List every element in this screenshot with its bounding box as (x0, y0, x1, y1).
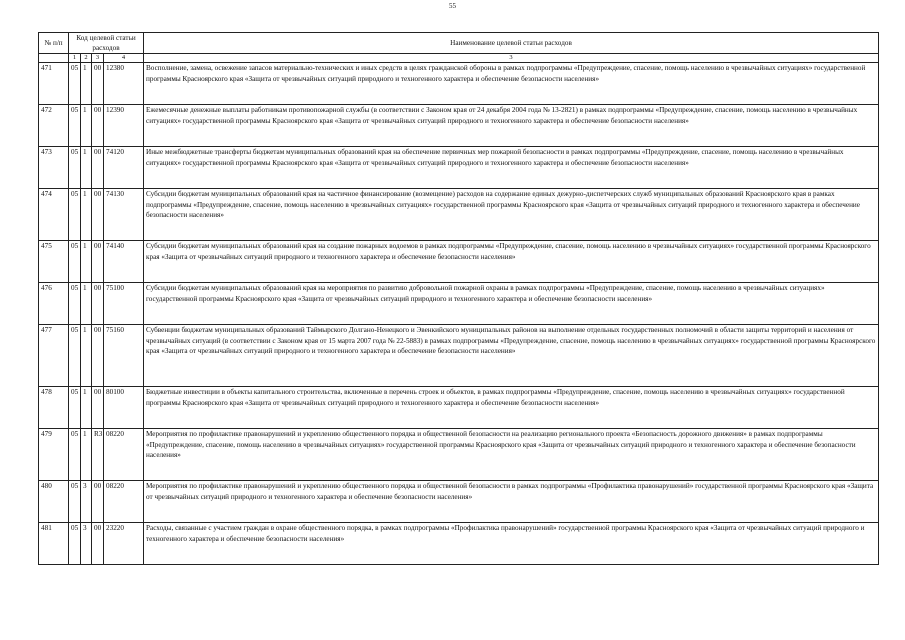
header-sub-2: 2 (81, 54, 92, 63)
code-part-4: 75160 (104, 325, 144, 387)
code-part-3: 00 (92, 523, 104, 565)
code-part-4: 74140 (104, 241, 144, 283)
row-number: 476 (39, 283, 69, 325)
row-number: 478 (39, 387, 69, 429)
code-part-1: 05 (69, 429, 81, 481)
expense-name: Мероприятия по профилактике правонарушений и укреплению общественного порядка и общественной безопасности в рамках подпрограммы «Профилактика правонарушений» государственной программы Красноярского края «Защита от чрезвычайных ситуаций природного и техногенного характера и обеспечение безопасности населения» (144, 481, 879, 523)
table-row (39, 63, 879, 105)
expense-name: Мероприятия по профилактике правонарушений и укреплению общественного порядка и общественной безопасности на реализацию регионального проекта «Безопасность дорожного движения» в рамках подпрограммы «Предупреждение, спасение, помощь населению в чрезвычайных ситуациях» государственной программы Красноярского края «Защита от чрезвычайных ситуаций природного и техногенного характера и обеспечение безопасности населения» (144, 429, 879, 481)
row-number: 474 (39, 189, 69, 241)
code-part-2: 1 (81, 325, 92, 387)
code-part-1: 05 (69, 105, 81, 147)
table-row (39, 283, 879, 325)
expense-name: Субвенции бюджетам муниципальных образований Таймырского Долгано-Ненецкого и Эвенкийского муниципальных районов на выполнение отдельных государственных полномочий в области защиты территорий и населения от чрезвычайных ситуаций (в соответствии с Законом края от 15 марта 2007 года № 22-5883) в рамках подпрограммы «Предупреждение, спасение, помощь населению в чрезвычайных ситуациях» государственной программы Красноярского края «Защита от чрезвычайных ситуаций природного и техногенного характера и обеспечение безопасности населения» (144, 325, 879, 387)
code-part-2: 1 (81, 387, 92, 429)
code-part-2: 1 (81, 241, 92, 283)
table-row (39, 387, 879, 429)
code-part-3: 00 (92, 325, 104, 387)
code-part-4: 74120 (104, 147, 144, 189)
expense-name: Субсидии бюджетам муниципальных образований края на создание пожарных водоемов в рамках подпрограммы «Предупреждение, спасение, помощь населению в чрезвычайных ситуациях» государственной программы Красноярского края «Защита от чрезвычайных ситуаций природного и техногенного характера и обеспечение безопасности населения» (144, 241, 879, 283)
row-number: 480 (39, 481, 69, 523)
header-sub-3: 3 (92, 54, 104, 63)
code-part-1: 05 (69, 387, 81, 429)
header-sub-name: 3 (144, 54, 879, 63)
code-part-1: 05 (69, 241, 81, 283)
code-part-3: 00 (92, 63, 104, 105)
table-row (39, 429, 879, 481)
table-row (39, 189, 879, 241)
code-part-3: 00 (92, 481, 104, 523)
header-sub-1: 1 (69, 54, 81, 63)
table-row (39, 481, 879, 523)
page-number: 55 (449, 2, 456, 10)
code-part-3: 00 (92, 283, 104, 325)
row-number: 471 (39, 63, 69, 105)
header-row-number: № п/п (39, 33, 69, 54)
row-number: 477 (39, 325, 69, 387)
code-part-2: 1 (81, 63, 92, 105)
code-part-2: 1 (81, 429, 92, 481)
code-part-4: 75100 (104, 283, 144, 325)
code-part-3: 00 (92, 387, 104, 429)
expense-name: Иные межбюджетные трансферты бюджетам муниципальных образований края на обеспечение первичных мер пожарной безопасности в рамках подпрограммы «Предупреждение, спасение, помощь населению в чрезвычайных ситуациях» государственной программы Красноярского края «Защита от чрезвычайных ситуаций природного и техногенного характера и обеспечение безопасности населения» (144, 147, 879, 189)
code-part-3: 00 (92, 105, 104, 147)
code-part-2: 1 (81, 189, 92, 241)
code-part-1: 05 (69, 523, 81, 565)
target-expense-table (38, 32, 879, 565)
code-part-1: 05 (69, 147, 81, 189)
code-part-4: 23220 (104, 523, 144, 565)
code-part-4: 12390 (104, 105, 144, 147)
code-part-1: 05 (69, 325, 81, 387)
code-part-4: 08220 (104, 481, 144, 523)
code-part-3: 00 (92, 189, 104, 241)
code-part-3: 00 (92, 147, 104, 189)
code-part-4: 80100 (104, 387, 144, 429)
row-number: 481 (39, 523, 69, 565)
code-part-2: 1 (81, 105, 92, 147)
expense-name: Бюджетные инвестиции в объекты капитального строительства, включенные в перечень строек и объектов, в рамках подпрограммы «Предупреждение, спасение, помощь населению в чрезвычайных ситуациях» государственной программы Красноярского края «Защита от чрезвычайных ситуаций природного и техногенного характера и обеспечение безопасности населения» (144, 387, 879, 429)
code-part-1: 05 (69, 63, 81, 105)
row-number: 472 (39, 105, 69, 147)
expense-name: Расходы, связанные с участием граждан в охране общественного порядка, в рамках подпрограммы «Профилактика правонарушений» государственной программы Красноярского края «Защита от чрезвычайных ситуаций природного и техногенного характера и обеспечение безопасности населения» (144, 523, 879, 565)
code-part-3: 00 (92, 241, 104, 283)
expense-name: Ежемесячные денежные выплаты работникам противопожарной службы (в соответствии с Законом края от 24 декабря 2004 года № 13-2821) в рамках подпрограммы «Предупреждение, спасение, помощь населению в чрезвычайных ситуациях» государственной программы Красноярского края «Защита от чрезвычайных ситуаций природного и техногенного характера и обеспечение безопасности населения» (144, 105, 879, 147)
code-part-2: 1 (81, 283, 92, 325)
code-part-1: 05 (69, 283, 81, 325)
code-part-2: 3 (81, 481, 92, 523)
code-part-3: R3 (92, 429, 104, 481)
header-name: Наименование целевой статьи расходов (144, 33, 879, 54)
code-part-1: 05 (69, 189, 81, 241)
code-part-2: 1 (81, 147, 92, 189)
header-code: Код целевой статьи расходов (69, 33, 144, 54)
header-sub-4: 4 (104, 54, 144, 63)
row-number: 479 (39, 429, 69, 481)
expense-name: Восполнение, замена, освежение запасов материально-технических и иных средств в целях гражданской обороны в рамках подпрограммы «Предупреждение, спасение, помощь населению в чрезвычайных ситуациях» государственной программы Красноярского края «Защита от чрезвычайных ситуаций природного и техногенного характера и обеспечение безопасности населения» (144, 63, 879, 105)
table-row (39, 325, 879, 387)
table-row (39, 523, 879, 565)
table-row (39, 147, 879, 189)
code-part-4: 74130 (104, 189, 144, 241)
header-sub-empty (39, 54, 69, 63)
row-number: 475 (39, 241, 69, 283)
code-part-1: 05 (69, 481, 81, 523)
expense-name: Субсидии бюджетам муниципальных образований края на мероприятия по развитию добровольной пожарной охраны в рамках подпрограммы «Предупреждение, спасение, помощь населению в чрезвычайных ситуациях» государственной программы Красноярского края «Защита от чрезвычайных ситуаций природного и техногенного характера и обеспечение безопасности населения» (144, 283, 879, 325)
table-row (39, 105, 879, 147)
row-number: 473 (39, 147, 69, 189)
code-part-2: 3 (81, 523, 92, 565)
code-part-4: 12380 (104, 63, 144, 105)
expense-name: Субсидии бюджетам муниципальных образований края на частичное финансирование (возмещение) расходов на содержание единых дежурно-диспетчерских служб муниципальных образований Красноярского края в рамках подпрограммы «Предупреждение, спасение, помощь населению в чрезвычайных ситуациях» государственной программы Красноярского края «Защита от чрезвычайных ситуаций природного и техногенного характера и обеспечение безопасности населения» (144, 189, 879, 241)
code-part-4: 08220 (104, 429, 144, 481)
table-row (39, 241, 879, 283)
